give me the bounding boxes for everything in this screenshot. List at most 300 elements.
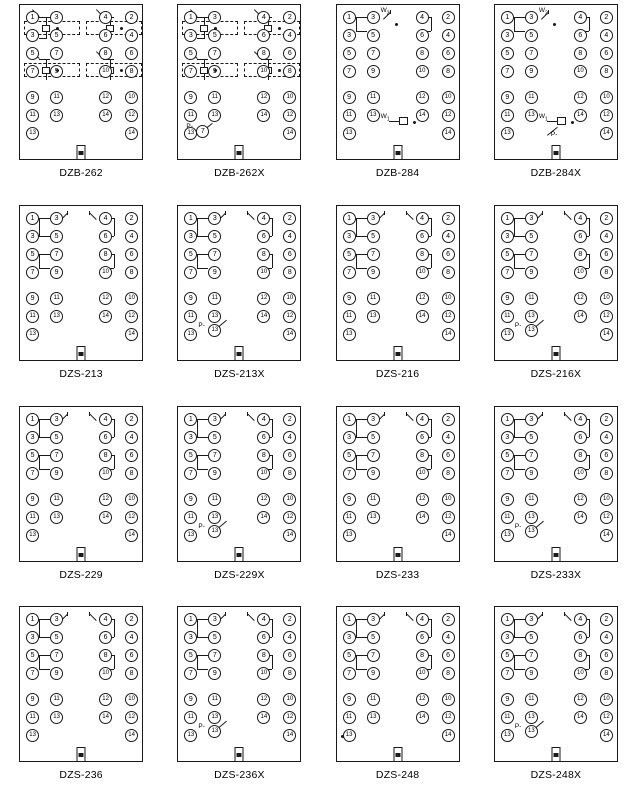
wire-horizontal (197, 268, 208, 269)
terminal-left-7: 7 (184, 467, 197, 480)
terminal-inner-8: 8 (99, 47, 112, 60)
terminal-left-1: 1 (26, 613, 39, 626)
diagram-cell-12 (477, 406, 635, 607)
terminal-p-13: 13 (208, 725, 221, 738)
wire-vertical (39, 218, 40, 236)
terminal-right-8: 8 (442, 467, 455, 480)
terminal-left-11: 11 (343, 511, 356, 524)
terminal-right-14: 14 (283, 529, 296, 542)
terminal-left-13: 13 (184, 729, 197, 742)
terminal-right-10: 10 (600, 493, 613, 506)
terminal-inner-7: 7 (367, 449, 380, 462)
diagram-caption: DZS-213X (214, 367, 265, 380)
diagram-cell-1 (2, 4, 160, 205)
terminal-inner-3: 3 (367, 11, 380, 24)
terminal-right-6: 6 (283, 649, 296, 662)
plug-connector (77, 346, 86, 361)
terminal-right-6: 6 (125, 248, 138, 261)
terminal-right-8: 8 (600, 266, 613, 279)
terminal-left-13: 13 (184, 127, 197, 140)
terminal-left-1: 1 (184, 613, 197, 626)
wire-horizontal (39, 419, 50, 420)
terminal-right-2: 2 (125, 413, 138, 426)
diagram-cell-4 (477, 4, 635, 205)
wire-vertical (247, 612, 248, 616)
terminal-left-11: 11 (343, 109, 356, 122)
terminal-left-11: 11 (26, 310, 39, 323)
terminal-left-3: 3 (501, 431, 514, 444)
terminal-inner-9: 9 (367, 266, 380, 279)
terminal-inner-8: 8 (416, 248, 429, 261)
terminal-inner-14: 14 (257, 511, 270, 524)
terminal-right-2: 2 (600, 11, 613, 24)
terminal-left-3: 3 (184, 631, 197, 644)
terminal-inner-8: 8 (99, 649, 112, 662)
terminal-inner-4: 4 (257, 613, 270, 626)
terminal-right-8: 8 (283, 266, 296, 279)
terminal-left-11: 11 (501, 109, 514, 122)
relay-diagram-dzs-216 (336, 205, 460, 361)
terminal-inner-11: 11 (50, 693, 63, 706)
plug-connector (551, 547, 560, 562)
wire-vertical (589, 619, 590, 637)
terminal-inner-11: 11 (525, 693, 538, 706)
terminal-inner-10: 10 (99, 266, 112, 279)
terminal-right-2: 2 (283, 613, 296, 626)
terminal-inner-8: 8 (574, 449, 587, 462)
terminal-right-4: 4 (442, 29, 455, 42)
terminal-right-10: 10 (283, 493, 296, 506)
terminal-inner-7: 7 (50, 449, 63, 462)
terminal-inner-11: 11 (50, 292, 63, 305)
wire-vertical (272, 455, 273, 469)
terminal-left-13: 13 (501, 529, 514, 542)
wire-diagonal (564, 614, 572, 622)
junction-dot (553, 23, 556, 26)
wire-horizontal (356, 455, 367, 456)
diagram-caption: DZS-216 (375, 367, 420, 380)
terminal-inner-3: 3 (525, 11, 538, 24)
terminal-inner-8: 8 (257, 47, 270, 60)
wire-vertical (589, 254, 590, 268)
terminal-left-5: 5 (501, 449, 514, 462)
coil-element (42, 67, 50, 74)
terminal-inner-6: 6 (99, 29, 112, 42)
terminal-inner-12: 12 (416, 91, 429, 104)
terminal-left-11: 11 (501, 711, 514, 724)
terminal-inner-13: 13 (525, 711, 538, 724)
terminal-inner-4: 4 (257, 413, 270, 426)
terminal-inner-13: 13 (50, 310, 63, 323)
wire-horizontal (356, 637, 367, 638)
terminal-right-12: 12 (283, 109, 296, 122)
terminal-left-1: 1 (343, 613, 356, 626)
terminal-right-8: 8 (442, 266, 455, 279)
terminal-inner-4: 4 (257, 212, 270, 225)
terminal-right-4: 4 (442, 631, 455, 644)
relay-diagram-dzs-216x (494, 205, 618, 361)
terminal-right-4: 4 (283, 230, 296, 243)
terminal-left-13: 13 (343, 529, 356, 542)
terminal-inner-13: 13 (367, 310, 380, 323)
wire-vertical (247, 211, 248, 215)
wire-vertical (406, 612, 407, 616)
terminal-right-4: 4 (125, 431, 138, 444)
terminal-inner-14: 14 (574, 711, 587, 724)
terminal-inner-7: 7 (208, 248, 221, 261)
terminal-left-3: 3 (343, 230, 356, 243)
terminal-inner-12: 12 (257, 693, 270, 706)
wire-horizontal (39, 218, 50, 219)
terminal-inner-6: 6 (257, 431, 270, 444)
wire-vertical (356, 455, 357, 469)
relay-diagram-dzb-262x (177, 4, 301, 160)
terminal-left-9: 9 (26, 91, 39, 104)
terminal-right-8: 8 (442, 65, 455, 78)
terminal-right-4: 4 (600, 631, 613, 644)
terminal-inner-4: 4 (257, 11, 270, 24)
terminal-right-12: 12 (600, 511, 613, 524)
terminal-inner-4: 4 (574, 11, 587, 24)
terminal-left-9: 9 (184, 292, 197, 305)
wire-horizontal (197, 437, 208, 438)
wire-vertical (514, 254, 515, 268)
terminal-right-12: 12 (283, 310, 296, 323)
terminal-inner-4: 4 (99, 212, 112, 225)
terminal-inner-13: 13 (525, 511, 538, 524)
terminal-right-6: 6 (600, 649, 613, 662)
diagram-caption: DZS-233X (530, 568, 582, 581)
wire-vertical (272, 254, 273, 268)
terminal-inner-12: 12 (416, 292, 429, 305)
wire-vertical (197, 218, 198, 236)
terminal-inner-10: 10 (99, 65, 112, 78)
junction-dot (395, 23, 398, 26)
wire-vertical (514, 17, 515, 31)
terminal-right-10: 10 (283, 91, 296, 104)
wire-horizontal (356, 669, 367, 670)
wire-horizontal (197, 38, 205, 39)
terminal-left-5: 5 (184, 449, 197, 462)
terminal-inner-10: 10 (574, 467, 587, 480)
terminal-left-13: 13 (343, 729, 356, 742)
terminal-inner-9: 9 (367, 467, 380, 480)
wire-diagonal (247, 614, 255, 622)
wire-diagonal (406, 614, 414, 622)
terminal-right-14: 14 (125, 729, 138, 742)
terminal-right-12: 12 (600, 711, 613, 724)
wire-vertical (390, 10, 391, 14)
wire-vertical (514, 419, 515, 437)
relay-diagram-dzs-236x (177, 606, 301, 762)
wire-vertical (225, 412, 226, 416)
terminal-right-14: 14 (283, 328, 296, 341)
wire-vertical (514, 655, 515, 669)
terminal-inner-3: 3 (50, 11, 63, 24)
terminal-inner-13: 13 (367, 711, 380, 724)
wire-vertical (114, 254, 115, 268)
terminal-inner-8: 8 (416, 47, 429, 60)
terminal-inner-12: 12 (416, 693, 429, 706)
terminal-right-12: 12 (125, 711, 138, 724)
terminal-left-1: 1 (501, 613, 514, 626)
terminal-right-8: 8 (600, 667, 613, 680)
terminal-right-12: 12 (283, 511, 296, 524)
terminal-inner-11: 11 (50, 493, 63, 506)
terminal-inner-12: 12 (257, 292, 270, 305)
diagram-caption: DZB-284 (375, 167, 420, 179)
terminal-inner-8: 8 (257, 649, 270, 662)
terminal-right-2: 2 (600, 212, 613, 225)
terminal-left-9: 9 (184, 693, 197, 706)
terminal-right-6: 6 (600, 449, 613, 462)
wire-horizontal (197, 236, 208, 237)
terminal-inner-4: 4 (99, 11, 112, 24)
terminal-inner-9: 9 (525, 667, 538, 680)
terminal-p-13: 13 (525, 725, 538, 738)
terminal-inner-10: 10 (99, 667, 112, 680)
plug-connector (393, 145, 402, 160)
terminal-left-5: 5 (343, 47, 356, 60)
diagram-cell-2 (160, 4, 318, 205)
terminal-left-1: 1 (184, 212, 197, 225)
terminal-inner-8: 8 (257, 449, 270, 462)
terminal-right-4: 4 (283, 29, 296, 42)
terminal-right-12: 12 (600, 109, 613, 122)
terminal-inner-7: 7 (50, 248, 63, 261)
wire-horizontal (514, 268, 525, 269)
terminal-inner-11: 11 (525, 91, 538, 104)
wire-horizontal (39, 469, 50, 470)
terminal-left-13: 13 (26, 328, 39, 341)
terminal-inner-11: 11 (208, 693, 221, 706)
terminal-inner-5: 5 (367, 631, 380, 644)
terminal-inner-9: 9 (208, 266, 221, 279)
terminal-right-2: 2 (442, 613, 455, 626)
terminal-left-5: 5 (343, 649, 356, 662)
terminal-inner-14: 14 (574, 511, 587, 524)
terminal-left-1: 1 (26, 212, 39, 225)
diagram-caption: DZS-236X (214, 769, 265, 782)
wire-vertical (39, 455, 40, 469)
terminal-inner-5: 5 (50, 631, 63, 644)
wire-horizontal (39, 655, 50, 656)
terminal-inner-6: 6 (574, 230, 587, 243)
terminal-inner-13: 13 (525, 310, 538, 323)
wire-vertical (384, 211, 385, 215)
terminal-right-14: 14 (442, 328, 455, 341)
terminal-right-2: 2 (283, 413, 296, 426)
junction-dot (413, 121, 416, 124)
terminal-right-4: 4 (600, 230, 613, 243)
wire-vertical (384, 412, 385, 416)
wire-vertical (272, 419, 273, 437)
wire-vertical (197, 455, 198, 469)
terminal-right-14: 14 (283, 729, 296, 742)
wire-horizontal (356, 619, 367, 620)
terminal-left-13: 13 (501, 328, 514, 341)
terminal-inner-8: 8 (574, 649, 587, 662)
terminal-right-2: 2 (442, 413, 455, 426)
terminal-p-13: 13 (525, 324, 538, 337)
terminal-inner-3: 3 (50, 613, 63, 626)
terminal-right-6: 6 (600, 47, 613, 60)
terminal-right-6: 6 (125, 649, 138, 662)
diagram-cell-5 (2, 205, 160, 406)
terminal-right-14: 14 (442, 529, 455, 542)
coil-element (42, 25, 50, 32)
terminal-right-8: 8 (600, 467, 613, 480)
terminal-inner-14: 14 (99, 711, 112, 724)
plug-connector (551, 145, 560, 160)
terminal-left-11: 11 (343, 711, 356, 724)
terminal-inner-12: 12 (257, 493, 270, 506)
w2-label: $W_2$ (538, 7, 548, 17)
terminal-left-5: 5 (501, 47, 514, 60)
terminal-right-10: 10 (283, 693, 296, 706)
relay-diagram-dzb-262 (19, 4, 143, 160)
terminal-left-1: 1 (343, 413, 356, 426)
wire-horizontal (356, 17, 367, 18)
terminal-right-14: 14 (600, 127, 613, 140)
relay-diagram-dzs-213x (177, 205, 301, 361)
wire-vertical (114, 419, 115, 437)
wire-diagonal (406, 212, 414, 220)
terminal-inner-6: 6 (257, 230, 270, 243)
terminal-right-6: 6 (283, 449, 296, 462)
plug-connector (393, 346, 402, 361)
terminal-left-9: 9 (343, 693, 356, 706)
terminal-inner-14: 14 (99, 109, 112, 122)
wire-horizontal (197, 469, 208, 470)
wire-vertical (542, 412, 543, 416)
terminal-inner-10: 10 (416, 667, 429, 680)
wire-vertical (514, 619, 515, 637)
wire-diagonal (89, 614, 97, 622)
terminal-inner-5: 5 (50, 230, 63, 243)
terminal-right-8: 8 (125, 667, 138, 680)
terminal-inner-4: 4 (574, 413, 587, 426)
terminal-inner-6: 6 (99, 431, 112, 444)
wire-vertical (514, 218, 515, 236)
relay-diagram-dzs-233x (494, 406, 618, 562)
terminal-inner-6: 6 (574, 631, 587, 644)
diagram-cell-15 (319, 606, 477, 807)
terminal-left-13: 13 (26, 529, 39, 542)
terminal-right-4: 4 (125, 230, 138, 243)
wire-horizontal (356, 268, 367, 269)
wire-vertical (589, 655, 590, 669)
terminal-left-9: 9 (343, 292, 356, 305)
terminal-right-6: 6 (442, 449, 455, 462)
wire-horizontal (39, 268, 50, 269)
terminal-left-5: 5 (343, 248, 356, 261)
terminal-inner-6: 6 (574, 431, 587, 444)
wire-horizontal (356, 655, 367, 656)
wire-vertical (114, 655, 115, 669)
terminal-right-10: 10 (442, 493, 455, 506)
p-label: P- (550, 131, 558, 138)
terminal-inner-14: 14 (574, 310, 587, 323)
terminal-right-14: 14 (600, 328, 613, 341)
wire-vertical (356, 419, 357, 437)
terminal-inner-9: 9 (208, 667, 221, 680)
terminal-right-12: 12 (442, 511, 455, 524)
terminal-inner-13: 13 (208, 109, 221, 122)
terminal-right-12: 12 (442, 310, 455, 323)
terminal-inner-10: 10 (257, 667, 270, 680)
terminal-inner-12: 12 (574, 292, 587, 305)
terminal-right-4: 4 (600, 29, 613, 42)
w2-label: $W_2$ (380, 7, 390, 17)
wire-vertical (406, 412, 407, 416)
terminal-right-2: 2 (283, 11, 296, 24)
terminal-inner-10: 10 (574, 667, 587, 680)
wire-horizontal (39, 236, 50, 237)
terminal-inner-14: 14 (416, 310, 429, 323)
terminal-right-2: 2 (600, 413, 613, 426)
diagram-cell-6 (160, 205, 318, 406)
wire-vertical (225, 211, 226, 215)
terminal-inner-8: 8 (257, 248, 270, 261)
terminal-inner-6: 6 (99, 230, 112, 243)
wire-vertical (272, 619, 273, 637)
terminal-left-1: 1 (26, 11, 39, 24)
terminal-left-3: 3 (184, 431, 197, 444)
terminal-right-8: 8 (283, 467, 296, 480)
terminal-inner-7: 7 (525, 649, 538, 662)
terminal-inner-7: 7 (367, 47, 380, 60)
terminal-left-5: 5 (26, 449, 39, 462)
terminal-inner-6: 6 (416, 29, 429, 42)
terminal-inner-5: 5 (208, 631, 221, 644)
terminal-inner-4: 4 (574, 613, 587, 626)
terminal-left-13: 13 (501, 127, 514, 140)
diagram-cell-3 (319, 4, 477, 205)
terminal-left-3: 3 (343, 431, 356, 444)
wire-vertical (589, 455, 590, 469)
terminal-inner-4: 4 (416, 212, 429, 225)
wire-horizontal (389, 121, 399, 122)
terminal-left-11: 11 (343, 310, 356, 323)
terminal-p-7: 7 (196, 125, 209, 138)
plug-connector (235, 547, 244, 562)
plug-connector (235, 145, 244, 160)
wire-vertical (431, 218, 432, 236)
terminal-right-4: 4 (125, 29, 138, 42)
terminal-right-12: 12 (442, 711, 455, 724)
terminal-inner-8: 8 (416, 449, 429, 462)
terminal-right-8: 8 (283, 667, 296, 680)
w1-label: $W_1$ (538, 113, 548, 123)
terminal-inner-6: 6 (416, 431, 429, 444)
terminal-right-12: 12 (442, 109, 455, 122)
p-label: P- (198, 522, 205, 530)
p-label: P- (198, 723, 205, 731)
terminal-left-7: 7 (184, 667, 197, 680)
wire-horizontal (356, 31, 367, 32)
terminal-inner-10: 10 (574, 266, 587, 279)
terminal-inner-11: 11 (367, 693, 380, 706)
terminal-inner-12: 12 (99, 693, 112, 706)
wire-horizontal (356, 254, 367, 255)
diagram-caption: DZS-229 (59, 568, 103, 581)
terminal-inner-10: 10 (257, 467, 270, 480)
terminal-left-13: 13 (343, 127, 356, 140)
relay-diagram-dzs-233 (336, 406, 460, 562)
terminal-left-5: 5 (501, 649, 514, 662)
terminal-left-9: 9 (501, 292, 514, 305)
